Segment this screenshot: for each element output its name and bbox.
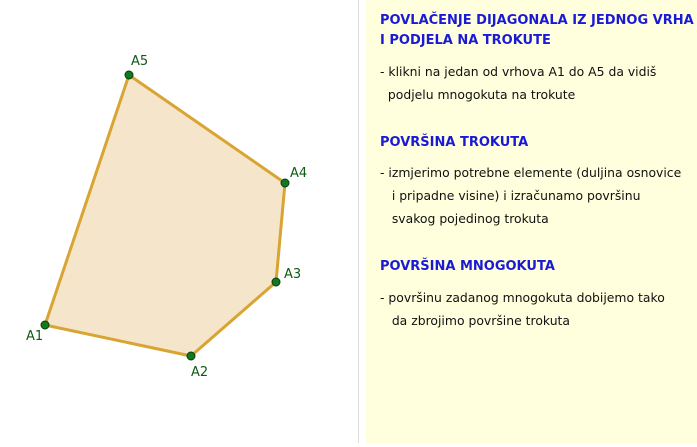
section3-text	[380, 286, 665, 332]
vertex-A4[interactable]	[281, 166, 307, 187]
pentagon-polygon	[45, 75, 285, 356]
section1-title-line2: I PODJELA NA TROKUTE	[380, 33, 551, 48]
vertex-A4-label: A4	[290, 166, 308, 181]
section1-title-line1: POVLAČENJE DIJAGONALA IZ JEDNOG VRHA	[380, 13, 694, 28]
vertex-A5-label: A5	[131, 54, 149, 69]
section1-text-line2: podjelu mnogokuta na trokute	[380, 87, 576, 102]
section3-text-line1: - površinu zadanog mnogokuta dobijemo tako	[380, 290, 665, 305]
view-separator-line[interactable]	[358, 0, 359, 443]
vertex-A2-point[interactable]	[187, 352, 195, 360]
section2-text-line1: - izmjerimo potrebne elemente (duljina osnovice	[380, 165, 682, 180]
instructions-panel	[366, 0, 697, 443]
vertex-A1-label: A1	[26, 329, 44, 344]
vertex-A1-point[interactable]	[41, 321, 49, 329]
section1-text	[380, 60, 656, 106]
vertex-A1[interactable]	[26, 321, 49, 344]
section3-text-line2: da zbrojimo površine trokuta	[380, 313, 571, 328]
section2-text-line3: svakog pojedinog trokuta	[380, 211, 549, 226]
section2-text	[380, 161, 681, 230]
vertex-A3-point[interactable]	[272, 278, 280, 286]
section1-text-line1: - klikni na jedan od vrhova A1 do A5 da vidiš	[380, 64, 657, 79]
vertex-A5[interactable]	[125, 54, 148, 79]
section2-text-line2: i pripadne visine) i izračunamo površinu	[380, 188, 641, 203]
section2-title: POVRŠINA TROKUTA	[380, 135, 529, 150]
vertex-A5-point[interactable]	[125, 71, 133, 79]
vertex-A2[interactable]	[187, 352, 208, 380]
vertex-A3-label: A3	[284, 267, 302, 282]
vertex-A4-point[interactable]	[281, 179, 289, 187]
vertex-A2-label: A2	[191, 365, 209, 380]
section1-title	[380, 11, 694, 51]
section3-title: POVRŠINA MNOGOKUTA	[380, 259, 555, 274]
